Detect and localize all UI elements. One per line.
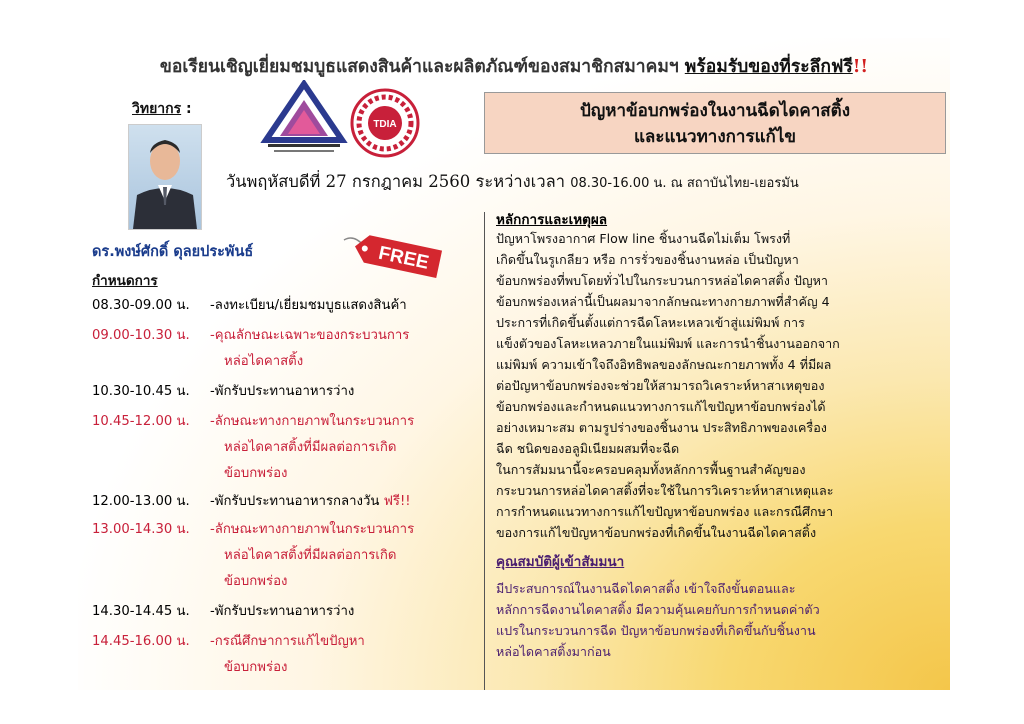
- schedule-item: 09.00-10.30 น. -คุณลักษณะเฉพาะของกระบวนการ: [92, 328, 410, 343]
- invite-highlight: พร้อมรับของที่ระลึกฟรี: [684, 57, 853, 77]
- speaker-photo: [128, 124, 202, 230]
- schedule-item: 08.30-09.00 น. -ลงทะเบียน/เยี่ยมชมบูธแสดงสินค้า: [92, 298, 407, 313]
- schedule-item: 14.30-14.45 น. -พักรับประทานอาหารว่าง: [92, 604, 355, 619]
- schedule-item: 13.00-14.30 น. -ลักษณะทางกายภาพในกระบวนการ: [92, 522, 415, 537]
- person-icon: [129, 125, 201, 229]
- speaker-name: ดร.พงษ์ศักดิ์ ดุลยประพันธ์: [92, 244, 254, 260]
- rationale-body: ปัญหาโพรงอากาศ Flow line ชิ้นงานฉีดไม่เต็ม โพรงที่ เกิดขึ้นในรูเกลียว หรือ การรั่วของชิ้นงานหล่อ เป็นปัญหา ข้อบกพร่องที่พบโดยทั่วไปในกระบวนการหล่อไดคาสติ้ง ปัญหา ข้อบกพร่องเหล่านี้เป็นผลมาจากลักษณะทางกายภาพที่สำคัญ 4 ประการที่เกิดขึ้นตั้งแต่การฉีดโลหะเหลวเข้าสู่แม่พิมพ์ การ แข็งตัวของโลหะเหลวภายในแม่พิมพ์ และการนำชิ้นงานออกจาก แม่พิมพ์ ความเข้าใจถึงอิทธิพลของลักษณะกายภาพทั้ง 4 ที่มีผล ต่อปัญหาข้อบกพร่องจะช่วยให้สามารถวิเคราะห์หาสาเหตุของ ข้อบกพร่องและกำหนดแนวทางการแก้ไขปัญหาข้อบกพร่องได้ อย่างเหมาะสม ตามรูปร่างของชิ้นงาน ประสิทธิภาพของเครื่อง ฉีด ชนิดของอลูมิเนียมผสมที่จะฉีด ในการสัมมนานี้จะครอบคลุมทั้งหลักการพื้นฐานสำคัญของ กระบวนการหล่อไดคาสติ้งที่จะใช้ในการวิเคราะห์หาสาเหตุและ การกำหนดแนวทางการแก้ไขปัญหาข้อบกพร่อง และกรณีศึกษา ของการแก้ไขปัญหาข้อบกพร่องที่เกิดขึ้นในงานฉีดไดคาสติ้ง: [496, 231, 840, 540]
- svg-text:TDIA: TDIA: [373, 119, 397, 130]
- schedule-item: 10.45-12.00 น. -ลักษณะทางกายภาพในกระบวนการ: [92, 414, 415, 429]
- tdia-logo-icon: [350, 88, 420, 158]
- schedule-item-cont: ข้อบกพร่อง: [224, 574, 288, 589]
- schedule-item-cont: ข้อบกพร่อง: [224, 466, 288, 481]
- schedule-item-cont: ข้อบกพร่อง: [224, 660, 288, 675]
- qualification-title: คุณสมบัติผู้เข้าสัมมนา: [496, 554, 625, 570]
- invite-headline: [78, 52, 950, 80]
- qualification-body: มีประสบการณ์ในงานฉีดไดคาสติ้ง เข้าใจถึงขั้นตอนและ หลักการฉีดงานไดคาสติ้ง มีความคุ้นเคยกับการกำหนดค่าตัว แปรในกระบวนการฉีด ปัญหาข้อบกพร่องที่เกิดขึ้นกับชิ้นงาน หล่อไดคาสติ้งมาก่อน: [496, 581, 820, 659]
- free-tag-icon: [340, 230, 450, 278]
- invite-text: ขอเรียนเชิญเยี่ยมชมบูธแสดงสินค้าและผลิตภัณฑ์ของสมาชิกสมาคมฯ: [159, 57, 685, 77]
- schedule-item-cont: หล่อไดคาสติ้งที่มีผลต่อการเกิด: [224, 440, 397, 455]
- speaker-label: วิทยากร :: [132, 101, 192, 117]
- project-logo-icon: [254, 80, 354, 156]
- event-date: วันพฤหัสบดีที่ 27 กรกฎาคม 2560 ระหว่างเวลา 08.30-16.00 น. ณ สถาบันไทย-เยอรมัน: [226, 172, 799, 191]
- topic-line-1: ปัญหาข้อบกพร่องในงานฉีดไดคาสติ้ง: [579, 101, 851, 121]
- svg-text:FREE: FREE: [376, 242, 431, 274]
- schedule-item-cont: หล่อไดคาสติ้ง: [224, 354, 304, 369]
- invite-exclaim: !!: [852, 57, 869, 77]
- flyer-page: [78, 38, 950, 690]
- column-divider: [484, 212, 485, 690]
- rationale-title: หลักการและเหตุผล: [496, 212, 608, 228]
- schedule-title: กำหนดการ: [92, 273, 158, 289]
- schedule-item: 12.00-13.00 น. -พักรับประทานอาหารกลางวัน ฟรี!!: [92, 494, 411, 509]
- topic-box: [484, 92, 946, 154]
- schedule-item: 14.45-16.00 น. -กรณีศึกษาการแก้ไขปัญหา: [92, 634, 365, 649]
- schedule-item-cont: หล่อไดคาสติ้งที่มีผลต่อการเกิด: [224, 548, 397, 563]
- lunch-free-note: ฟรี!!: [383, 494, 411, 509]
- schedule-item: 10.30-10.45 น. -พักรับประทานอาหารว่าง: [92, 384, 355, 399]
- topic-line-2: และแนวทางการแก้ไข: [633, 127, 797, 147]
